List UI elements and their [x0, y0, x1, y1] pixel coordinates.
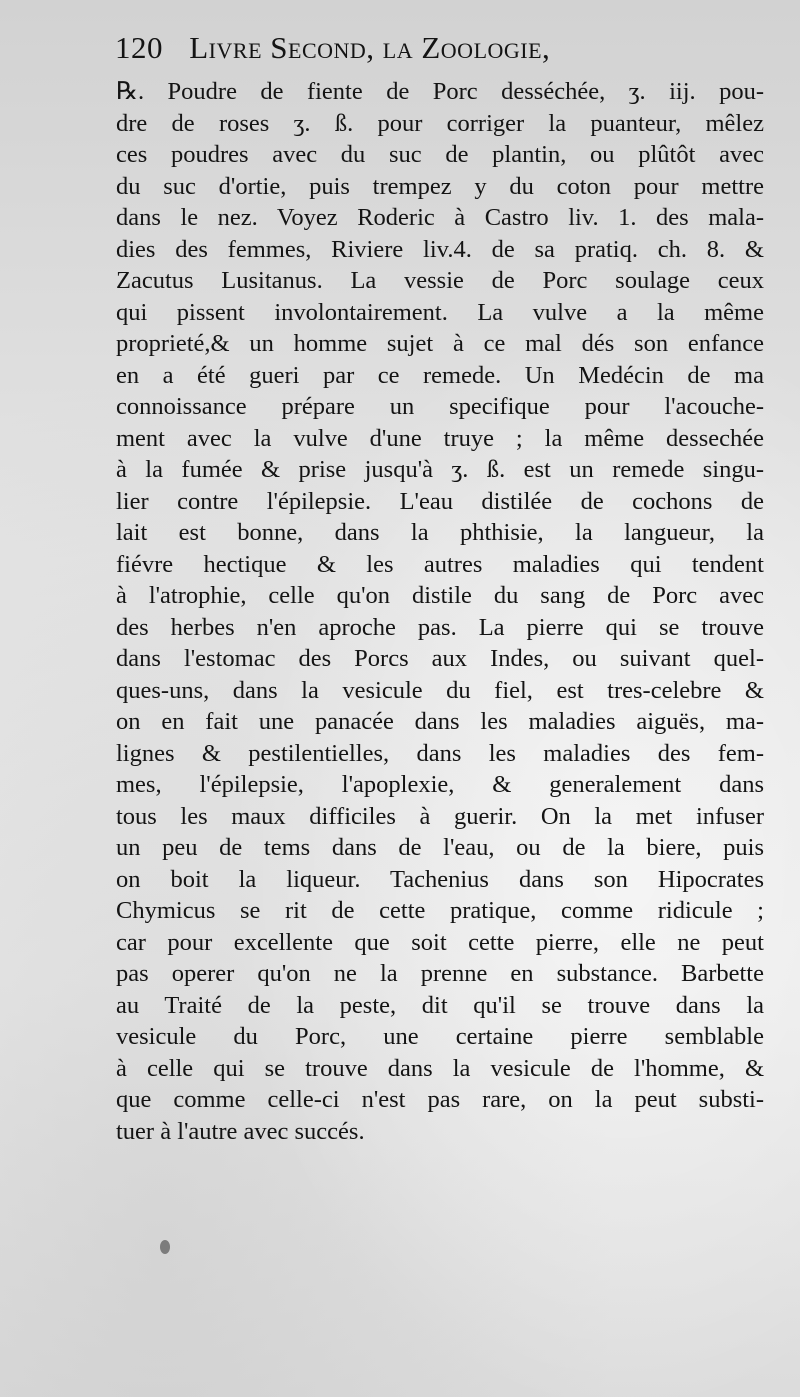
page-header [115, 30, 685, 70]
text-line: dans l'estomac des Porcs aux Indes, ou suivant quel- [116, 645, 764, 672]
text-line: tuer à l'autre avec succés. [116, 1117, 365, 1145]
text-line: dre de roses ʒ. ß. pour corriger la puanteur, mêlez [116, 109, 764, 137]
text-line: que comme celle-ci n'est pas rare, on la peut substi- [116, 1086, 764, 1113]
text-line: Zacutus Lusitanus. La vessie de Porc soulage ceux [116, 267, 764, 294]
text-line: car pour excellente que soit cette pierre, elle ne peut [116, 928, 764, 956]
text-line: vesicule du Porc, une certaine pierre semblable [116, 1023, 764, 1050]
text-line: ces poudres avec du suc de plantin, ou plûtôt avec [116, 141, 764, 168]
running-title: Livre Second, la Zoologie, [189, 30, 551, 65]
text-line: ment avec la vulve d'une truye ; la même dessechée [116, 424, 764, 452]
text-line: un peu de tems dans de l'eau, ou de la biere, puis [116, 834, 764, 861]
text-line: lier contre l'épilepsie. L'eau distilée de cochons de [116, 487, 764, 515]
body-text [116, 76, 764, 1147]
text-line: des herbes n'en aproche pas. La pierre qui se trouve [116, 613, 764, 641]
text-line: qui pissent involontairement. La vulve a la même [116, 298, 764, 326]
text-line: mes, l'épilepsie, l'apoplexie, & generalement dans [116, 771, 764, 798]
text-line: ℞. Poudre de fiente de Porc desséchée, ʒ. iij. pou- [116, 78, 764, 105]
text-line: à l'atrophie, celle qu'on distile du sang de Porc avec [116, 582, 764, 609]
text-line: on boit la liqueur. Tachenius dans son Hipocrates [116, 865, 764, 893]
text-line: pas operer qu'on ne la prenne en substance. Barbette [116, 960, 764, 987]
text-line: dans le nez. Voyez Roderic à Castro liv. 1. des mala- [116, 204, 764, 231]
text-line: connoissance prépare un specifique pour l'acouche- [116, 393, 764, 420]
page-number: 120 [115, 30, 163, 65]
text-line: au Traité de la peste, dit qu'il se trouve dans la [116, 991, 764, 1019]
text-line: lignes & pestilentielles, dans les maladies des fem- [116, 739, 764, 767]
text-line: Chymicus se rit de cette pratique, comme ridicule ; [116, 897, 764, 924]
text-line: tous les maux difficiles à guerir. On la met infuser [116, 802, 764, 830]
text-line: dies des femmes, Riviere liv.4. de sa pratiq. ch. 8. & [116, 235, 764, 263]
text-line: lait est bonne, dans la phthisie, la langueur, la [116, 519, 764, 546]
text-line: à celle qui se trouve dans la vesicule de l'homme, & [116, 1054, 764, 1082]
text-line: du suc d'ortie, puis trempez y du coton pour mettre [116, 172, 764, 200]
text-line: en a été gueri par ce remede. Un Medécin de ma [116, 361, 764, 389]
ink-spot [160, 1240, 170, 1254]
text-line: à la fumée & prise jusqu'à ʒ. ß. est un remede singu- [116, 456, 764, 483]
text-line: fiévre hectique & les autres maladies qui tendent [116, 550, 764, 578]
text-line: on en fait une panacée dans les maladies aiguës, ma- [116, 708, 764, 735]
text-line: ques-uns, dans la vesicule du fiel, est tres-celebre & [116, 676, 764, 704]
text-line: proprieté,& un homme sujet à ce mal dés son enfance [116, 330, 764, 357]
